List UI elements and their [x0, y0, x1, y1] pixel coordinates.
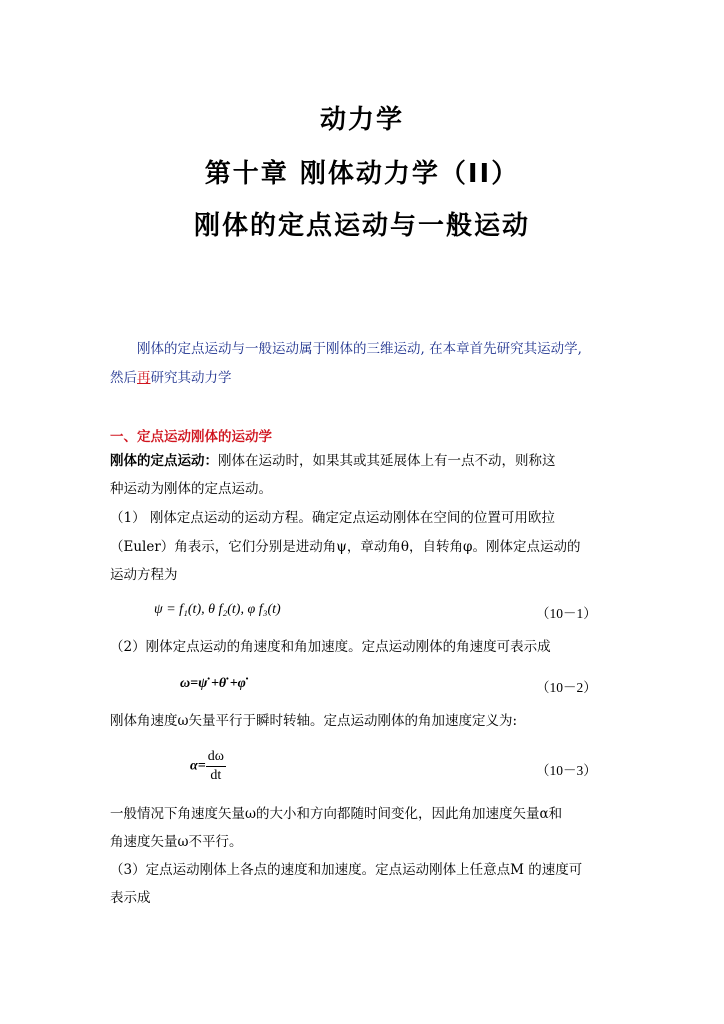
definition-term: 刚体的定点运动： — [110, 453, 218, 469]
para-1-line-1: （1） 刚体定点运动的运动方程。确定定点运动刚体在空间的位置可用欧拉 — [110, 510, 555, 526]
section-1-heading: 一、定点运动刚体的运动学 — [110, 429, 272, 445]
equation-10-3-fraction — [206, 748, 226, 785]
intro-line-1: 刚体的定点运动与一般运动属于刚体的三维运动, 在本章首先研究其运动学, — [137, 341, 582, 357]
para-2-after: 刚体角速度ω矢量平行于瞬时转轴。定点运动刚体的角加速度定义为: — [110, 713, 518, 729]
para-3-line-2: 角速度矢量ω不平行。 — [110, 834, 243, 850]
para-1-line-3: 运动方程为 — [110, 567, 178, 583]
equation-10-2: ω=ψ̇ +θ̇ +φ̇ — [180, 676, 246, 691]
para-4-line-1: （3）定点运动刚体上各点的速度和加速度。定点运动刚体上任意点M 的速度可 — [110, 862, 583, 878]
definition-line-1 — [110, 449, 556, 473]
definition-text: 刚体在运动时，如果其或其延展体上有一点不动，则称这 — [218, 453, 556, 469]
equation-10-3-lhs: α= — [190, 758, 206, 774]
para-3-line-1: 一般情况下角速度矢量ω的大小和方向都随时间变化，因此角加速度矢量α和 — [110, 806, 563, 822]
para-1-line-2: （Euler）角表示，它们分别是进动角ψ，章动角θ，自转角φ。刚体定点运动的 — [110, 539, 581, 555]
intro-line-2 — [110, 366, 232, 390]
equation-10-3-numerator: dω — [206, 748, 226, 767]
equation-10-3 — [190, 748, 226, 785]
equation-10-3-denominator: dt — [210, 768, 222, 783]
definition-line-2: 种运动为刚体的定点运动。 — [110, 481, 272, 497]
para-2: （2）刚体定点运动的角速度和角加速度。定点运动刚体的角速度可表示成 — [110, 639, 551, 655]
intro-text-before: 然后 — [110, 370, 137, 386]
equation-10-2-number: （10－2） — [536, 680, 597, 695]
intro-text-after: 研究其动力学 — [150, 370, 232, 386]
section-title: 刚体的定点运动与一般运动 — [193, 211, 530, 241]
equation-10-3-number: （10－3） — [536, 763, 597, 778]
chapter-title: 第十章 刚体动力学（II） — [204, 159, 520, 189]
equation-10-1: ψ = f₁(t), θ f₂(t), φ f₃(t) — [154, 602, 281, 617]
intro-highlight: 再 — [137, 370, 151, 386]
document-title: 动力学 — [319, 105, 404, 135]
para-4-line-2: 表示成 — [110, 890, 151, 906]
equation-10-1-number: （10－1） — [536, 606, 597, 621]
